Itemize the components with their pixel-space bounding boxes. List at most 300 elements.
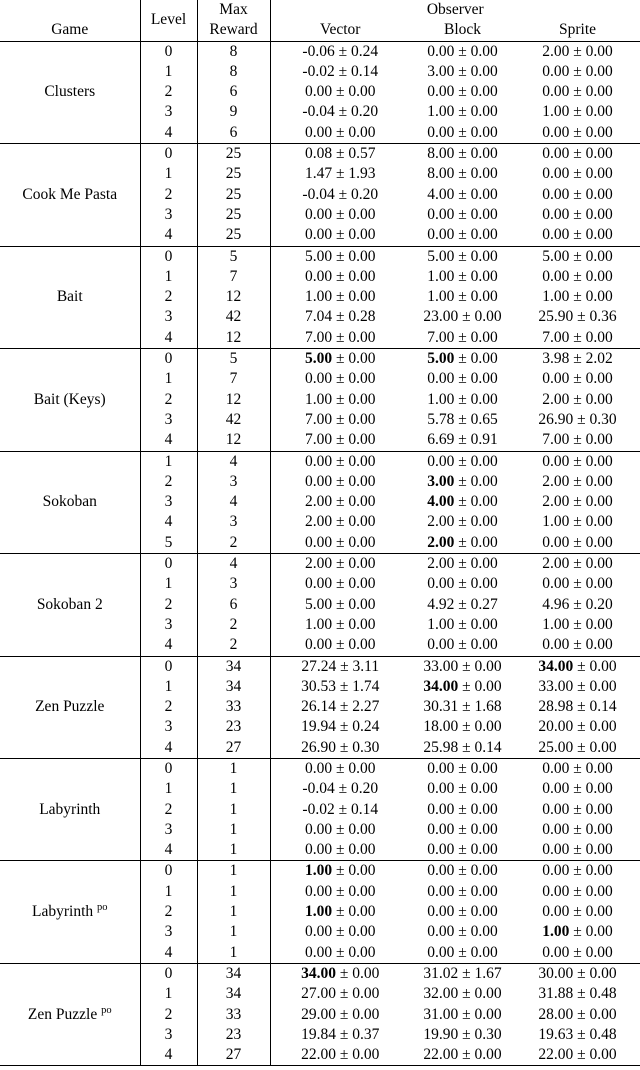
std-value: 0.00	[470, 390, 498, 408]
max-reward-value: 9	[197, 102, 270, 122]
mean-value: 2.00	[304, 493, 333, 511]
mean-value: 34.00	[301, 964, 336, 982]
block-result: 18.00 ± 0.00	[423, 718, 502, 736]
std-value: 0.00	[585, 83, 613, 101]
std-value: 0.00	[348, 247, 376, 265]
level-value: 3	[140, 1025, 197, 1045]
mean-value: 25.90	[538, 308, 574, 326]
max-reward-value: 12	[197, 430, 270, 451]
mean-value: 0.00	[304, 923, 333, 941]
level-value: 2	[140, 697, 197, 717]
std-value: 0.00	[585, 800, 613, 818]
table-body	[0, 41, 640, 1066]
std-value: 0.00	[585, 205, 613, 223]
block-result: 0.00 ± 0.00	[410, 861, 515, 882]
std-value: 1.74	[352, 677, 380, 695]
std-value: 0.00	[585, 636, 613, 654]
sprite-result: 0.00 ± 0.00	[515, 451, 640, 472]
mean-value: 0.00	[427, 452, 455, 470]
block-result: 1.00 ± 0.00	[427, 288, 498, 306]
game-name-text: Labyrinth	[32, 903, 94, 921]
mean-value: 2.00	[542, 472, 570, 490]
vector-result: 5.00 ± 0.00	[270, 349, 410, 370]
mean-value: 0.00	[304, 370, 333, 388]
std-value: 0.57	[348, 145, 376, 163]
mean-value: 0.00	[542, 226, 570, 244]
mean-value: 1.00	[427, 267, 455, 285]
std-value: 0.00	[585, 533, 613, 551]
block-result: 3.00 ± 0.00	[427, 62, 498, 80]
vector-result: 34.00 ± 0.00	[270, 963, 410, 984]
mean-value: 28.00	[538, 1005, 574, 1023]
table-row	[0, 41, 640, 62]
col-header-level: Level	[140, 0, 197, 41]
sprite-result: 1.00 ± 0.00	[542, 103, 613, 121]
mean-value: 0.00	[304, 83, 333, 101]
mean-value: 0.00	[304, 533, 333, 551]
block-result: 0.00 ± 0.00	[427, 882, 498, 900]
max-reward-value: 2	[197, 635, 270, 656]
std-value: 0.91	[470, 431, 498, 449]
std-value: 0.00	[470, 472, 498, 490]
mean-value: 0.00	[427, 226, 455, 244]
vector-result: -0.04 ± 0.20	[302, 780, 379, 798]
mean-value: 2.00	[427, 533, 455, 551]
mean-value: 31.02	[423, 964, 459, 982]
mean-value: 0.00	[542, 205, 570, 223]
block-result: 0.00 ± 0.00	[427, 636, 498, 654]
std-value: 0.00	[470, 247, 498, 265]
std-value: 0.00	[348, 759, 376, 777]
vector-result: 0.00 ± 0.00	[304, 923, 376, 941]
mean-value: 2.00	[542, 493, 570, 511]
game-name	[0, 554, 140, 656]
mean-value: 1.00	[304, 390, 333, 408]
std-value: 0.00	[470, 780, 498, 798]
sprite-result: 2.00 ± 0.00	[515, 554, 640, 575]
sprite-result: 31.88 ± 0.48	[538, 985, 617, 1003]
mean-value: 8.00	[427, 165, 455, 183]
std-value: 0.00	[470, 103, 498, 121]
block-result: 31.02 ± 1.67	[410, 963, 515, 984]
std-value: 0.00	[585, 328, 613, 346]
std-value: 0.00	[348, 615, 376, 633]
mean-value: 0.00	[304, 841, 333, 859]
sprite-result: 0.00 ± 0.00	[542, 882, 613, 900]
max-reward-value: 2	[197, 533, 270, 554]
std-value: 0.00	[470, 800, 498, 818]
block-result: 6.69 ± 0.91	[427, 431, 498, 449]
block-result: 3.00 ± 0.00	[427, 472, 498, 490]
level-value: 3	[140, 102, 197, 122]
std-value: 0.00	[470, 165, 498, 183]
std-value: 0.00	[585, 555, 613, 573]
sprite-result: 5.00 ± 0.00	[515, 246, 640, 267]
std-value: 0.00	[348, 205, 376, 223]
table-row	[0, 656, 640, 677]
mean-value: 18.00	[423, 718, 459, 736]
vector-result: 0.08 ± 0.57	[270, 144, 410, 165]
std-value: 0.00	[348, 595, 376, 613]
max-reward-value: 1	[197, 800, 270, 820]
mean-value: 34.00	[538, 657, 574, 675]
std-value: 0.00	[470, 493, 498, 511]
mean-value: 8.00	[427, 145, 455, 163]
header-row-top	[0, 0, 640, 20]
vector-result: -0.06 ± 0.24	[270, 41, 410, 62]
std-value: 0.00	[470, 862, 498, 880]
std-value: 0.00	[585, 247, 613, 265]
block-result: 0.00 ± 0.00	[427, 226, 498, 244]
mean-value: 0.00	[542, 83, 570, 101]
std-value: 0.00	[348, 575, 376, 593]
block-result: 0.00 ± 0.00	[427, 205, 498, 223]
level-value: 2	[140, 902, 197, 922]
std-value: 0.00	[474, 718, 502, 736]
std-value: 0.00	[470, 533, 498, 551]
sprite-result: 20.00 ± 0.00	[538, 718, 617, 736]
sprite-result: 33.00 ± 0.00	[538, 677, 617, 695]
vector-result: 26.14 ± 2.27	[301, 698, 380, 716]
block-result: 0.00 ± 0.00	[427, 923, 498, 941]
level-value: 0	[140, 144, 197, 165]
block-result: 7.00 ± 0.00	[427, 328, 498, 346]
std-value: 0.00	[585, 493, 613, 511]
max-reward-value: 12	[197, 328, 270, 349]
std-value: 0.00	[470, 226, 498, 244]
mean-value: 0.00	[427, 575, 455, 593]
mean-value: 5.00	[304, 350, 333, 368]
std-value: 0.00	[348, 390, 376, 408]
mean-value: 0.00	[542, 943, 570, 961]
mean-value: 0.00	[542, 452, 570, 470]
max-reward-value: 23	[197, 717, 270, 737]
std-value: 0.00	[585, 575, 613, 593]
mean-value: 22.00	[538, 1046, 574, 1064]
vector-result: 27.24 ± 3.11	[270, 656, 410, 677]
level-value: 2	[140, 82, 197, 102]
level-value: 0	[140, 349, 197, 370]
std-value: 0.00	[348, 472, 376, 490]
std-value: 0.20	[350, 780, 379, 798]
col-header-vector: Vector	[320, 21, 361, 39]
mean-value: 2.00	[304, 555, 333, 573]
block-result: 1.00 ± 0.00	[427, 390, 498, 408]
std-value: 0.00	[470, 575, 498, 593]
max-reward-value: 4	[197, 451, 270, 472]
vector-result: 0.00 ± 0.00	[304, 472, 376, 490]
std-value: 0.20	[350, 103, 379, 121]
std-value: 3.11	[352, 657, 380, 675]
std-value: 0.00	[470, 370, 498, 388]
table-header	[0, 0, 640, 41]
sprite-result: 0.00 ± 0.00	[515, 861, 640, 882]
std-value: 0.00	[348, 350, 376, 368]
sprite-result: 0.00 ± 0.00	[542, 575, 613, 593]
block-result: 0.00 ± 0.00	[427, 903, 498, 921]
level-value: 1	[140, 574, 197, 594]
std-value: 0.00	[352, 964, 380, 982]
mean-value: 0.00	[427, 370, 455, 388]
block-result: 1.00 ± 0.00	[427, 615, 498, 633]
sprite-result: 0.00 ± 0.00	[542, 123, 613, 141]
mean-value: 0.00	[304, 205, 333, 223]
mean-value: 27.24	[301, 657, 337, 675]
mean-value: 0.00	[304, 882, 333, 900]
game-name	[0, 144, 140, 246]
mean-value: 0.00	[542, 267, 570, 285]
level-value: 1	[140, 779, 197, 799]
mean-value: 25.00	[538, 738, 574, 756]
sprite-result: 2.00 ± 0.00	[542, 493, 613, 511]
mean-value: 5.00	[427, 247, 455, 265]
vector-result: -0.02 ± 0.14	[302, 800, 379, 818]
mean-value: 19.63	[538, 1025, 574, 1043]
std-value: 0.00	[585, 226, 613, 244]
game-name	[0, 246, 140, 348]
std-value: 0.00	[585, 820, 613, 838]
std-value: 2.27	[352, 698, 380, 716]
std-value: 0.00	[348, 555, 376, 573]
std-value: 0.00	[470, 555, 498, 573]
table-row	[0, 349, 640, 370]
sprite-result: 0.00 ± 0.00	[515, 144, 640, 165]
vector-result: 0.00 ± 0.00	[304, 841, 376, 859]
block-result: 4.00 ± 0.00	[427, 493, 498, 511]
mean-value: 23.00	[423, 308, 459, 326]
std-value: 0.36	[589, 308, 617, 326]
std-value: 0.00	[585, 923, 613, 941]
level-value: 2	[140, 185, 197, 205]
sprite-result: 0.00 ± 0.00	[515, 758, 640, 779]
col-header-game: Game	[0, 0, 140, 41]
std-value: 0.00	[348, 943, 376, 961]
max-reward-value: 25	[197, 144, 270, 165]
vector-result: 0.00 ± 0.00	[304, 83, 376, 101]
vector-result: 22.00 ± 0.00	[301, 1046, 380, 1064]
vector-result: 2.00 ± 0.00	[270, 554, 410, 575]
max-reward-value: 12	[197, 287, 270, 307]
std-value: 0.00	[470, 288, 498, 306]
col-header-max-reward	[197, 0, 270, 41]
sprite-result: 0.00 ± 0.00	[542, 533, 613, 551]
sprite-result: 0.00 ± 0.00	[542, 903, 613, 921]
std-value: 0.00	[470, 42, 498, 60]
std-value: 0.00	[585, 185, 613, 203]
vector-result: 0.00 ± 0.00	[304, 636, 376, 654]
mean-value: 7.04	[304, 308, 333, 326]
mean-value: 7.00	[427, 328, 455, 346]
level-value: 4	[140, 512, 197, 532]
vector-result: -0.04 ± 0.20	[302, 185, 379, 203]
mean-value: 0.00	[542, 575, 570, 593]
level-value: 0	[140, 656, 197, 677]
mean-value: 1.47	[304, 165, 333, 183]
mean-value: 3.00	[427, 62, 455, 80]
sprite-result: 0.00 ± 0.00	[542, 370, 613, 388]
sprite-result: 7.00 ± 0.00	[542, 328, 613, 346]
level-value: 1	[140, 267, 197, 287]
std-value: 0.00	[474, 1046, 502, 1064]
std-value: 0.00	[470, 615, 498, 633]
game-name-text: Cook Me Pasta	[22, 185, 118, 203]
mean-value: 5.00	[304, 595, 333, 613]
sprite-result: 1.00 ± 0.00	[542, 923, 613, 941]
sprite-result: 1.00 ± 0.00	[542, 288, 613, 306]
game-name	[0, 758, 140, 860]
max-reward-value: 25	[197, 205, 270, 225]
block-result: 5.00 ± 0.00	[410, 349, 515, 370]
block-result: 0.00 ± 0.00	[410, 758, 515, 779]
mean-value: 0.08	[304, 145, 333, 163]
max-reward-value: 6	[197, 82, 270, 102]
std-value: 0.00	[470, 882, 498, 900]
std-value: 0.30	[352, 738, 380, 756]
game-name-text: Clusters	[44, 83, 96, 101]
std-value: 1.93	[348, 165, 376, 183]
vector-result: 1.00 ± 0.00	[304, 903, 376, 921]
vector-result: 0.00 ± 0.00	[270, 451, 410, 472]
game-name-text: Sokoban 2	[36, 595, 103, 613]
block-result: 0.00 ± 0.00	[410, 41, 515, 62]
std-value: 0.00	[348, 636, 376, 654]
game-name-text: Sokoban	[42, 493, 97, 511]
mean-value: 1.00	[542, 288, 570, 306]
block-result: 0.00 ± 0.00	[410, 451, 515, 472]
sprite-result: 28.00 ± 0.00	[538, 1005, 617, 1023]
std-value: 0.00	[470, 903, 498, 921]
table-row	[0, 861, 640, 882]
std-value: 0.00	[470, 267, 498, 285]
level-value: 1	[140, 369, 197, 389]
mean-value: 1.00	[542, 513, 570, 531]
sprite-result: 0.00 ± 0.00	[542, 165, 613, 183]
mean-value: 7.00	[542, 328, 570, 346]
std-value: 0.00	[585, 862, 613, 880]
std-value: 0.00	[470, 83, 498, 101]
level-value: 3	[140, 615, 197, 635]
max-reward-value: 5	[197, 246, 270, 267]
level-value: 3	[140, 205, 197, 225]
mean-value: 26.90	[301, 738, 336, 756]
mean-value: 4.00	[427, 185, 455, 203]
sprite-result: 0.00 ± 0.00	[542, 820, 613, 838]
mean-value: 0.00	[542, 759, 570, 777]
vector-result: 0.00 ± 0.00	[304, 267, 376, 285]
level-value: 3	[140, 492, 197, 512]
block-result: 22.00 ± 0.00	[423, 1046, 502, 1064]
sprite-result: 0.00 ± 0.00	[542, 841, 613, 859]
mean-value: 0.00	[304, 472, 333, 490]
sprite-result: 0.00 ± 0.00	[542, 780, 613, 798]
mean-value: 22.00	[301, 1046, 336, 1064]
std-value: 0.00	[348, 862, 376, 880]
max-reward-value: 42	[197, 410, 270, 430]
level-value: 0	[140, 861, 197, 882]
mean-value: 19.84	[301, 1025, 336, 1043]
max-reward-value: 1	[197, 902, 270, 922]
max-reward-value: 4	[197, 554, 270, 575]
sprite-result: 4.96 ± 0.20	[542, 595, 613, 613]
std-value: 0.00	[352, 985, 380, 1003]
mean-value: 1.00	[304, 288, 333, 306]
std-value: 0.00	[348, 882, 376, 900]
mean-value: 1.00	[304, 615, 333, 633]
mean-value: 5.00	[542, 247, 570, 265]
std-value: 0.48	[589, 1025, 617, 1043]
max-reward-value: 8	[197, 41, 270, 62]
mean-value: 1.00	[542, 923, 570, 941]
vector-result: 5.00 ± 0.00	[270, 246, 410, 267]
mean-value: 0.00	[304, 636, 333, 654]
block-result: 2.00 ± 0.00	[410, 554, 515, 575]
block-result: 34.00 ± 0.00	[423, 677, 502, 695]
game-name	[0, 41, 140, 143]
sprite-result: 0.00 ± 0.00	[542, 800, 613, 818]
mean-value: 0.00	[542, 62, 570, 80]
std-value: 0.00	[470, 328, 498, 346]
max-reward-value: 1	[197, 840, 270, 861]
std-value: 0.00	[585, 882, 613, 900]
mean-value: 0.00	[427, 862, 455, 880]
mean-value: 1.00	[427, 288, 455, 306]
std-value: 0.00	[348, 123, 376, 141]
std-value: 0.28	[348, 308, 376, 326]
mean-value: 1.00	[427, 390, 455, 408]
max-reward-value: 1	[197, 779, 270, 799]
std-value: 0.37	[352, 1025, 380, 1043]
mean-value: 32.00	[423, 985, 459, 1003]
std-value: 0.00	[585, 780, 613, 798]
level-value: 4	[140, 123, 197, 144]
game-name-text: Zen Puzzle	[27, 1005, 98, 1023]
level-value: 4	[140, 840, 197, 861]
table-row	[0, 963, 640, 984]
std-value: 0.00	[585, 759, 613, 777]
game-name	[0, 861, 140, 963]
table-row	[0, 246, 640, 267]
std-value: 0.00	[470, 185, 498, 203]
level-value: 4	[140, 943, 197, 964]
mean-value: 0.00	[542, 800, 570, 818]
game-name-text: Labyrinth	[39, 800, 101, 818]
std-value: 0.30	[474, 1025, 502, 1043]
game-name	[0, 349, 140, 451]
vector-result: 7.00 ± 0.00	[304, 328, 376, 346]
max-reward-value: 34	[197, 677, 270, 697]
std-value: 0.00	[348, 267, 376, 285]
block-result: 31.00 ± 0.00	[423, 1005, 502, 1023]
block-result: 2.00 ± 0.00	[427, 533, 498, 551]
std-value: 0.00	[348, 410, 376, 428]
std-value: 0.00	[585, 288, 613, 306]
mean-value: 19.94	[301, 718, 336, 736]
std-value: 0.00	[348, 431, 376, 449]
mean-value: 0.00	[542, 841, 570, 859]
max-reward-value: 42	[197, 307, 270, 327]
max-reward-value: 4	[197, 492, 270, 512]
mean-value: 0.00	[542, 780, 570, 798]
max-reward-value: 1	[197, 820, 270, 840]
vector-result: 7.00 ± 0.00	[304, 410, 376, 428]
std-value: 0.00	[352, 1046, 380, 1064]
std-value: 0.00	[585, 42, 613, 60]
vector-result: 30.53 ± 1.74	[301, 677, 380, 695]
level-value: 0	[140, 963, 197, 984]
block-result: 8.00 ± 0.00	[427, 165, 498, 183]
max-reward-value: 3	[197, 512, 270, 532]
std-value: 0.00	[470, 205, 498, 223]
